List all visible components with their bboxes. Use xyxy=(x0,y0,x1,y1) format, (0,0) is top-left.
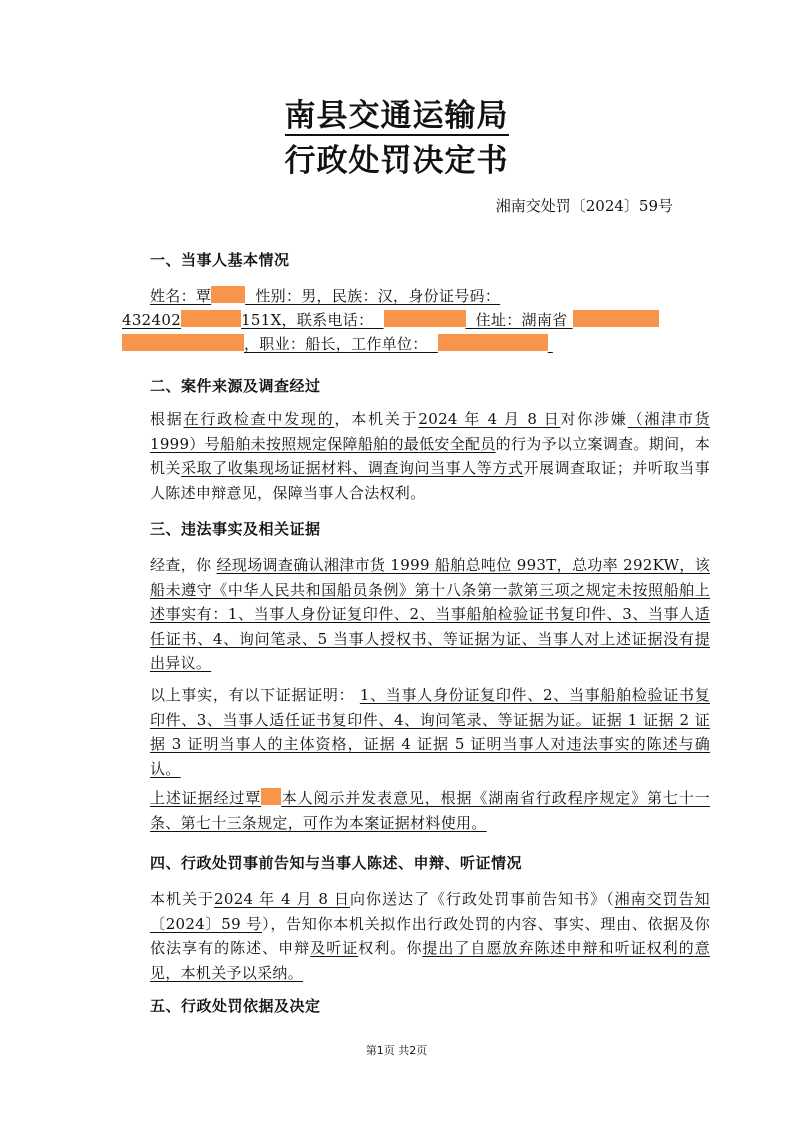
redaction-block xyxy=(211,286,245,303)
redaction-block xyxy=(181,310,241,327)
facts-paragraph: 经查，你 经现场调查确认湘津市货 1999 船舶总吨位 993T，总功率 292KW，该船未遵守《中华人民共和国船员条例》第十八条第一款第三项之规定未按照船舶上述事实有：1、当事人身份证复印件、2、当事船舶检验证书复印件、3、当事人适任证书、4、询问笔录、5 当事人授权书、等证据为证、当事人对上述证据没有提出异议。 xyxy=(150,556,711,672)
section2-heading: 二、案件来源及调查经过 xyxy=(150,377,321,395)
redaction-block xyxy=(122,334,244,351)
page-footer: 第1页 共2页 xyxy=(365,1044,428,1057)
party-info-line1: 姓名：覃 性别：男，民族：汉，身份证号码： xyxy=(150,287,501,305)
document-title-agency: 南县交通运输局 xyxy=(284,98,509,134)
redaction-block xyxy=(261,788,281,805)
prior-notice-paragraph: 本机关于2024 年 4 月 8 日向你送达了《行政处罚事前告知书》（湘南交罚告知〔2024〕59 号），告知你本机关拟作出行政处罚的内容、事实、理由、依据及你依法享有的陈述、申辩及听证权利。你提出了自愿放弃陈述申辩和听证权利的意见，本机关予以采纳。 xyxy=(150,890,711,982)
document-title-type: 行政处罚决定书 xyxy=(284,143,509,179)
case-source-paragraph: 根据在行政检查中发现的，本机关于2024 年 4 月 8 日对你涉嫌（湘津市货 1999）号船舶未按照规定保障船舶的最低安全配员的行为予以立案调查。期间，本机关采取了收集现场证据材料、调查询问当事人等方式开展调查取证；并听取当事人陈述申辩意见，保障当事人合法权利。 xyxy=(150,410,710,502)
redaction-block xyxy=(384,310,466,327)
redaction-block xyxy=(438,334,548,351)
redaction-block xyxy=(573,310,659,327)
section1-heading: 一、当事人基本情况 xyxy=(150,251,290,269)
evidence-review-paragraph: 上述证据经过覃 本人阅示并发表意见，根据《湖南省行政程序规定》第七十一条、第七十三条规定，可作为本案证据材料使用。 xyxy=(150,789,710,832)
party-info-line2: 432402 151X，联系电话： 住址：湖南省 xyxy=(122,309,659,330)
section4-heading: 四、行政处罚事前告知与当事人陈述、申辩、听证情况 xyxy=(150,854,523,872)
section3-heading: 三、违法事实及相关证据 xyxy=(150,520,321,538)
section5-heading: 五、行政处罚依据及决定 xyxy=(150,997,321,1015)
document-number: 湘南交处罚〔2024〕59号 xyxy=(495,197,673,215)
party-info-line3: ，职业：船长，工作单位： xyxy=(122,333,553,354)
evidence-paragraph: 以上事实，有以下证据证明： 1、当事人身份证复印件、2、当事船舶检验证书复印件、3、当事人适任证书复印件、4、询问笔录、等证据为证。证据 1 证据 2 证据 3 证明当事人的主体资格，证据 4 证据 5 证明当事人对违法事实的陈述与确认。 xyxy=(150,686,710,778)
